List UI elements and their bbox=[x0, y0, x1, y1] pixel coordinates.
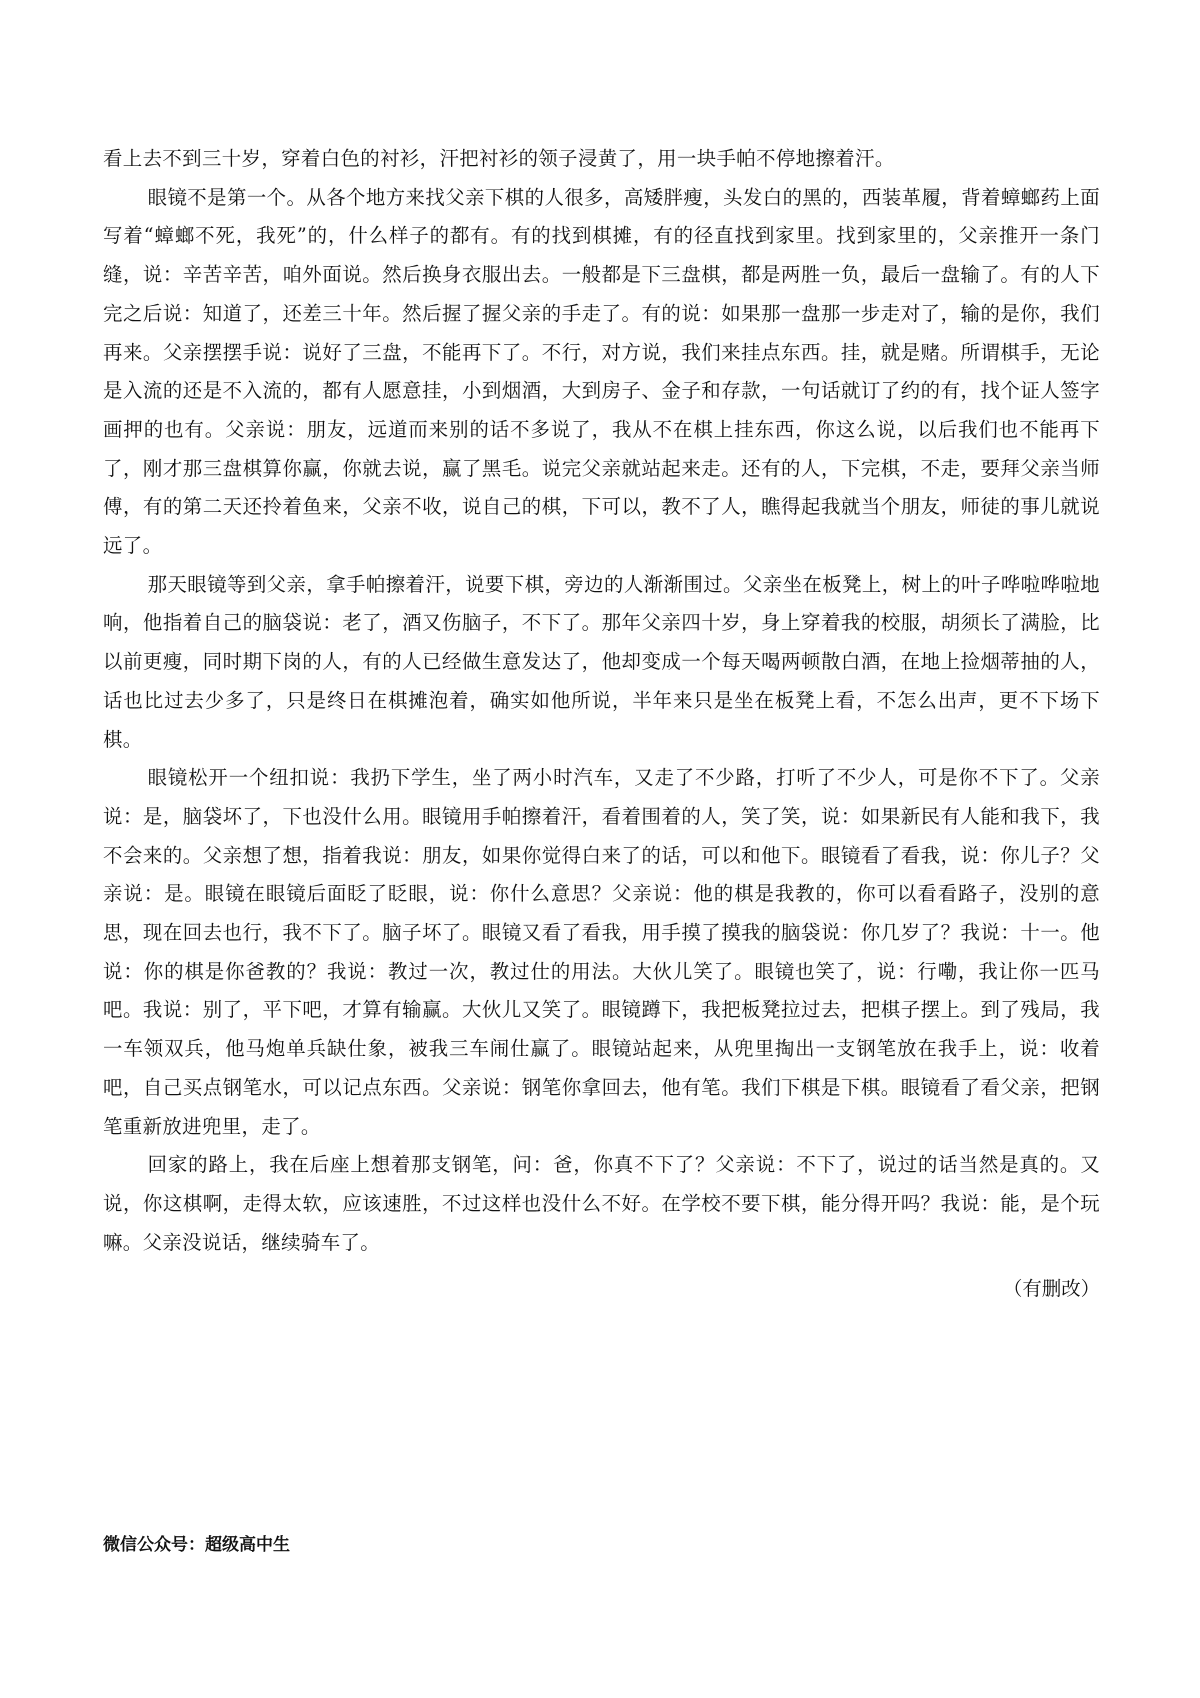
paragraph-3: 那天眼镜等到父亲，拿手帕擦着汗，说要下棋，旁边的人渐渐围过。父亲坐在板凳上，树上的叶子哗啦哗啦地响，他指着自己的脑袋说：老了，酒又伤脑子，不下了。那年父亲四十岁，身上穿着我的校服，胡须长了满脸，比以前更瘦，同时期下岗的人，有的人已经做生意发达了，他却变成一个每天喝两顿散白酒，在地上捡烟蒂抽的人，话也比过去少多了，只是终日在棋摊泡着，确实如他所说，半年来只是坐在板凳上看，不怎么出声，更不下场下棋。 bbox=[103, 572, 1100, 751]
paragraph-2: 眼镜不是第一个。从各个地方来找父亲下棋的人很多，高矮胖瘦，头发白的黑的，西装革履，背着蟑螂药上面写着“蟑螂不死，我死”的，什么样子的都有。有的找到棋摊，有的径直找到家里。找到家里的，父亲推开一条门缝，说：辛苦辛苦，咱外面说。然后换身衣服出去。一般都是下三盘棋，都是两胜一负，最后一盘输了。有的人下完之后说：知道了，还差三十年。然后握了握父亲的手走了。有的说：如果那一盘那一步走对了，输的是你，我们再来。父亲摆摆手说：说好了三盘，不能再下了。不行，对方说，我们来挂点东西。挂，就是赌。所谓棋手，无论是入流的还是不入流的，都有人愿意挂，小到烟酒，大到房子、金子和存款，一句话就订了约的有，找个证人签字画押的也有。父亲说：朋友，远道而来别的话不多说了，我从不在棋上挂东西，你这么说，以后我们也不能再下了，刚才那三盘棋算你赢，你就去说，赢了黑毛。说完父亲就站起来走。还有的人，下完棋，不走，要拜父亲当师傅，有的第二天还拎着鱼来，父亲不收，说自己的棋，下可以，教不了人，瞧得起我就当个朋友，师徒的事儿就说远了。 bbox=[103, 185, 1100, 558]
footer-wechat-label: 微信公众号：超级高中生 bbox=[103, 1535, 290, 1555]
article-body bbox=[103, 140, 1100, 1309]
paragraph-1: 看上去不到三十岁，穿着白色的衬衫，汗把衬衫的领子浸黄了，用一块手帕不停地擦着汗。 bbox=[103, 147, 895, 170]
source-note: （有删改） bbox=[1003, 1277, 1100, 1301]
paragraph-4: 眼镜松开一个纽扣说：我扔下学生，坐了两小时汽车，又走了不少路，打听了不少人，可是你不下了。父亲说：是，脑袋坏了，下也没什么用。眼镜用手帕擦着汗，看着围着的人，笑了笑，说：如果新民有人能和我下，我不会来的。父亲想了想，指着我说：朋友，如果你觉得白来了的话，可以和他下。眼镜看了看我，说：你儿子？父亲说：是。眼镜在眼镜后面眨了眨眼，说：你什么意思？父亲说：他的棋是我教的，你可以看看路子，没别的意思，现在回去也行，我不下了。脑子坏了。眼镜又看了看我，用手摸了摸我的脑袋说：你几岁了？我说：十一。他说：你的棋是你爸教的？我说：教过一次，教过仕的用法。大伙儿笑了。眼镜也笑了，说：行嘞，我让你一匹马吧。我说：别了，平下吧，才算有输赢。大伙儿又笑了。眼镜蹲下，我把板凳拉过去，把棋子摆上。到了残局，我一车领双兵，他马炮单兵缺仕象，被我三车闹仕赢了。眼镜站起来，从兜里掏出一支钢笔放在我手上，说：收着吧，自己买点钢笔水，可以记点东西。父亲说：钢笔你拿回去，他有笔。我们下棋是下棋。眼镜看了看父亲，把钢笔重新放进兜里，走了。 bbox=[103, 766, 1100, 1138]
paragraph-5: 回家的路上，我在后座上想着那支钢笔，问：爸，你真不下了？父亲说：不下了，说过的话当然是真的。又说，你这棋啊，走得太软，应该速胜，不过这样也没什么不好。在学校不要下棋，能分得开吗？我说：能，是个玩嘛。父亲没说话，继续骑车了。 bbox=[103, 1153, 1100, 1254]
